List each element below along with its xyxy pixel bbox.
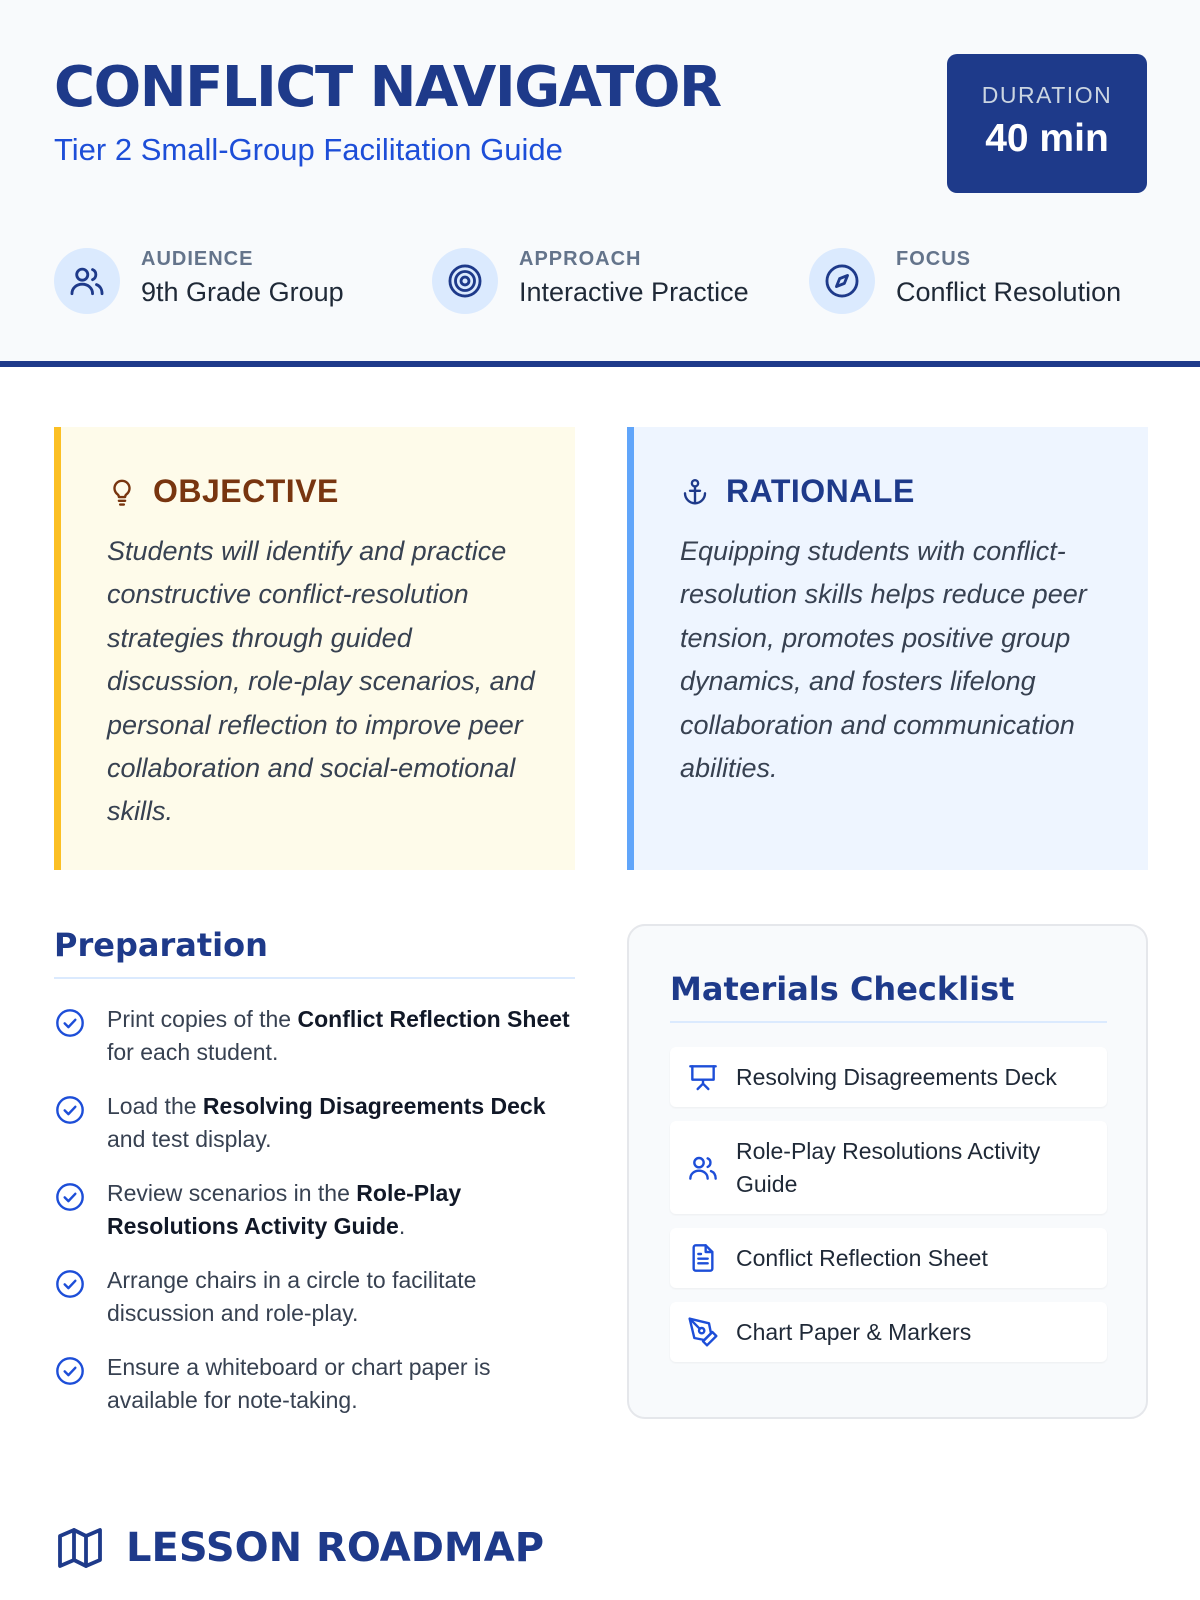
pen-tool-icon xyxy=(670,1316,736,1348)
item-text: . xyxy=(398,1213,406,1239)
check-circle-icon xyxy=(54,1181,86,1213)
material-item-paper xyxy=(670,1302,1107,1362)
item-text: Review scenarios in the xyxy=(107,1180,357,1206)
rationale-box xyxy=(627,427,1148,870)
list-item xyxy=(54,1264,575,1330)
item-text: and test display. xyxy=(107,1126,272,1152)
item-bold: Role-Play Resolutions Activity Guide xyxy=(107,1180,462,1239)
list-item xyxy=(54,1090,575,1156)
objective-title: OBJECTIVE xyxy=(153,473,339,509)
document-icon xyxy=(670,1242,736,1274)
roadmap-title: LESSON ROADMAP xyxy=(126,1525,545,1571)
item-text: for each student. xyxy=(107,1039,279,1065)
material-item-guide xyxy=(670,1121,1107,1214)
item-text: Load the xyxy=(107,1093,203,1119)
meta-label: APPROACH xyxy=(519,248,642,270)
material-label: Conflict Reflection Sheet xyxy=(736,1244,988,1271)
list-item xyxy=(54,1177,575,1243)
materials-checklist xyxy=(627,924,1148,1419)
check-circle-icon xyxy=(54,1355,86,1387)
users-icon xyxy=(670,1152,736,1184)
preparation-title: Preparation xyxy=(54,926,268,964)
objective-box xyxy=(54,427,575,870)
check-circle-icon xyxy=(54,1268,86,1300)
rationale-text: Equipping students with conflict-resolution skills helps reduce peer tension, promotes positive group dynamics, and fosters lifelong collaboration and communication abilities. xyxy=(680,536,1087,784)
rationale-title: RATIONALE xyxy=(726,473,915,509)
lightbulb-icon xyxy=(107,477,137,507)
page-title: CONFLICT NAVIGATOR xyxy=(54,55,721,120)
meta-label: AUDIENCE xyxy=(141,248,254,270)
roadmap-heading xyxy=(54,1524,544,1572)
header xyxy=(0,0,1200,367)
divider xyxy=(670,1021,1107,1023)
meta-value: Conflict Resolution xyxy=(896,277,1122,307)
meta-label: FOCUS xyxy=(896,248,971,270)
item-bold: Conflict Reflection Sheet xyxy=(297,1006,570,1032)
meta-value: Interactive Practice xyxy=(519,277,749,307)
duration-label: DURATION xyxy=(981,82,1113,108)
check-circle-icon xyxy=(54,1094,86,1126)
target-icon xyxy=(432,248,498,314)
compass-icon xyxy=(809,248,875,314)
item-text: Ensure a whiteboard or chart paper is available for note-taking. xyxy=(107,1354,491,1413)
check-circle-icon xyxy=(54,1007,86,1039)
item-bold: Resolving Disagreements Deck xyxy=(202,1093,546,1119)
meta-value: 9th Grade Group xyxy=(141,277,344,307)
preparation-list xyxy=(54,1003,575,1438)
map-icon xyxy=(54,1524,106,1572)
material-label: Chart Paper & Markers xyxy=(736,1318,972,1345)
objective-heading xyxy=(107,473,339,510)
rationale-heading xyxy=(680,473,915,510)
divider xyxy=(54,977,575,979)
material-label: Role-Play Resolutions Activity Guide xyxy=(736,1137,1041,1197)
material-item-sheet xyxy=(670,1228,1107,1288)
item-text: Arrange chairs in a circle to facilitate discussion and role-play. xyxy=(107,1267,477,1326)
item-text: Print copies of the xyxy=(107,1006,298,1032)
material-label: Resolving Disagreements Deck xyxy=(736,1063,1057,1090)
anchor-icon xyxy=(680,477,710,507)
page-subtitle: Tier 2 Small-Group Facilitation Guide xyxy=(54,132,563,167)
duration-value: 40 min xyxy=(985,117,1109,160)
list-item xyxy=(54,1351,575,1417)
users-icon xyxy=(54,248,120,314)
material-item-deck xyxy=(670,1047,1107,1107)
list-item xyxy=(54,1003,575,1069)
duration-badge xyxy=(947,54,1147,193)
materials-title: Materials Checklist xyxy=(670,970,1015,1008)
objective-text: Students will identify and practice constructive conflict-resolution strategies through guided discussion, role-play scenarios, and personal reflection to improve peer collaboration and social-emotional skills. xyxy=(107,536,535,827)
presentation-icon xyxy=(670,1061,736,1093)
